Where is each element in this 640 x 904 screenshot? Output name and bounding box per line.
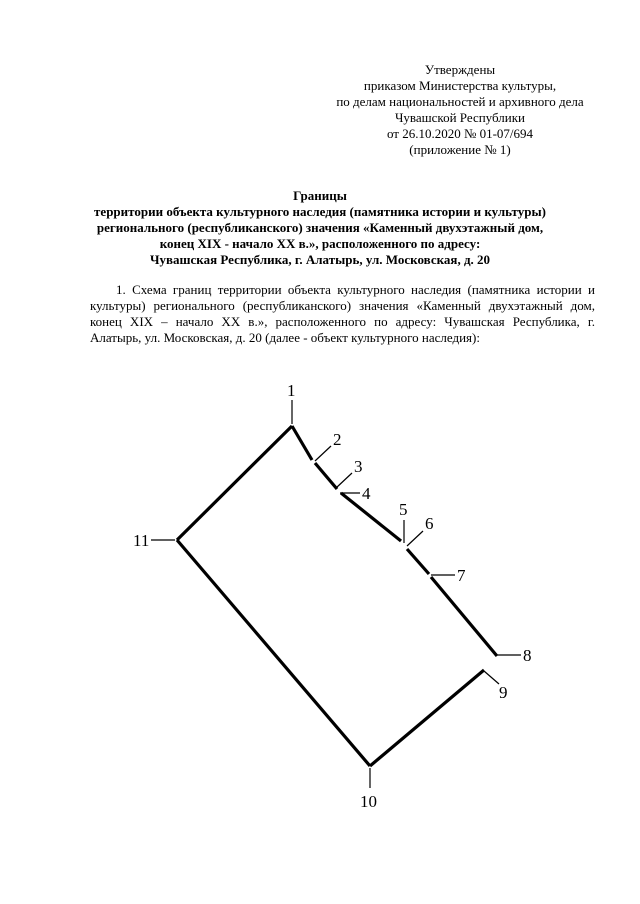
point-label-9: 9 [499,683,508,702]
description-paragraph: 1. Схема границ территории объекта культурного наследия (памятника истории и культуры) регионального (республиканского) значения «Каменный двухэтажный дом, конец XIX – начало XX в.», расположенного по адресу: Чувашская Республика, г. Алатырь, ул. Московская, д. 20 (далее - объект культурного наследия): [90,282,595,345]
point-label-7: 7 [457,566,466,585]
approval-line: Чувашской Республики [394,110,526,125]
point-label-5: 5 [399,500,408,519]
boundary-segment-1-2 [292,426,312,460]
approval-line: приказом Министерства культуры, [363,78,557,93]
boundary-segment-11-1 [177,426,292,540]
title-line: территории объекта культурного наследия (памятника истории и культуры) [94,204,546,219]
point-label-4: 4 [362,484,371,503]
title-line: конец XIX - начало XX в.», расположенного по адресу: [159,236,481,251]
approval-line: (приложение № 1) [409,142,511,157]
callout-6 [407,531,423,546]
title-line: регионального (республиканского) значения «Каменный двухэтажный дом, [96,220,544,235]
point-label-2: 2 [333,430,342,449]
boundary-segment-10-11 [177,540,370,766]
callout-9 [484,671,499,684]
callout-3 [336,473,352,488]
boundary-segment-7-8 [431,577,497,656]
callout-2 [315,446,331,461]
boundary-segment-4-5 [341,493,401,541]
approval-line: по делам национальностей и архивного дела [336,94,584,109]
point-label-10: 10 [360,792,377,811]
approval-line: от 26.10.2020 № 01-07/694 [386,126,534,141]
point-label-8: 8 [523,646,532,665]
point-label-1: 1 [287,381,296,400]
approval-line: Утверждены [424,62,496,77]
boundary-segment-2-3 [315,463,337,489]
title-line: Границы [293,188,347,203]
point-labels [133,381,532,811]
point-label-6: 6 [425,514,434,533]
boundary-lines [177,426,497,766]
callout-lines [151,400,521,788]
boundary-segment-6-7 [407,549,429,574]
point-label-11: 11 [133,531,150,550]
title-line: Чувашская Республика, г. Алатырь, ул. Московская, д. 20 [149,252,491,267]
point-label-3: 3 [354,457,363,476]
boundary-segment-9-10 [370,670,484,766]
